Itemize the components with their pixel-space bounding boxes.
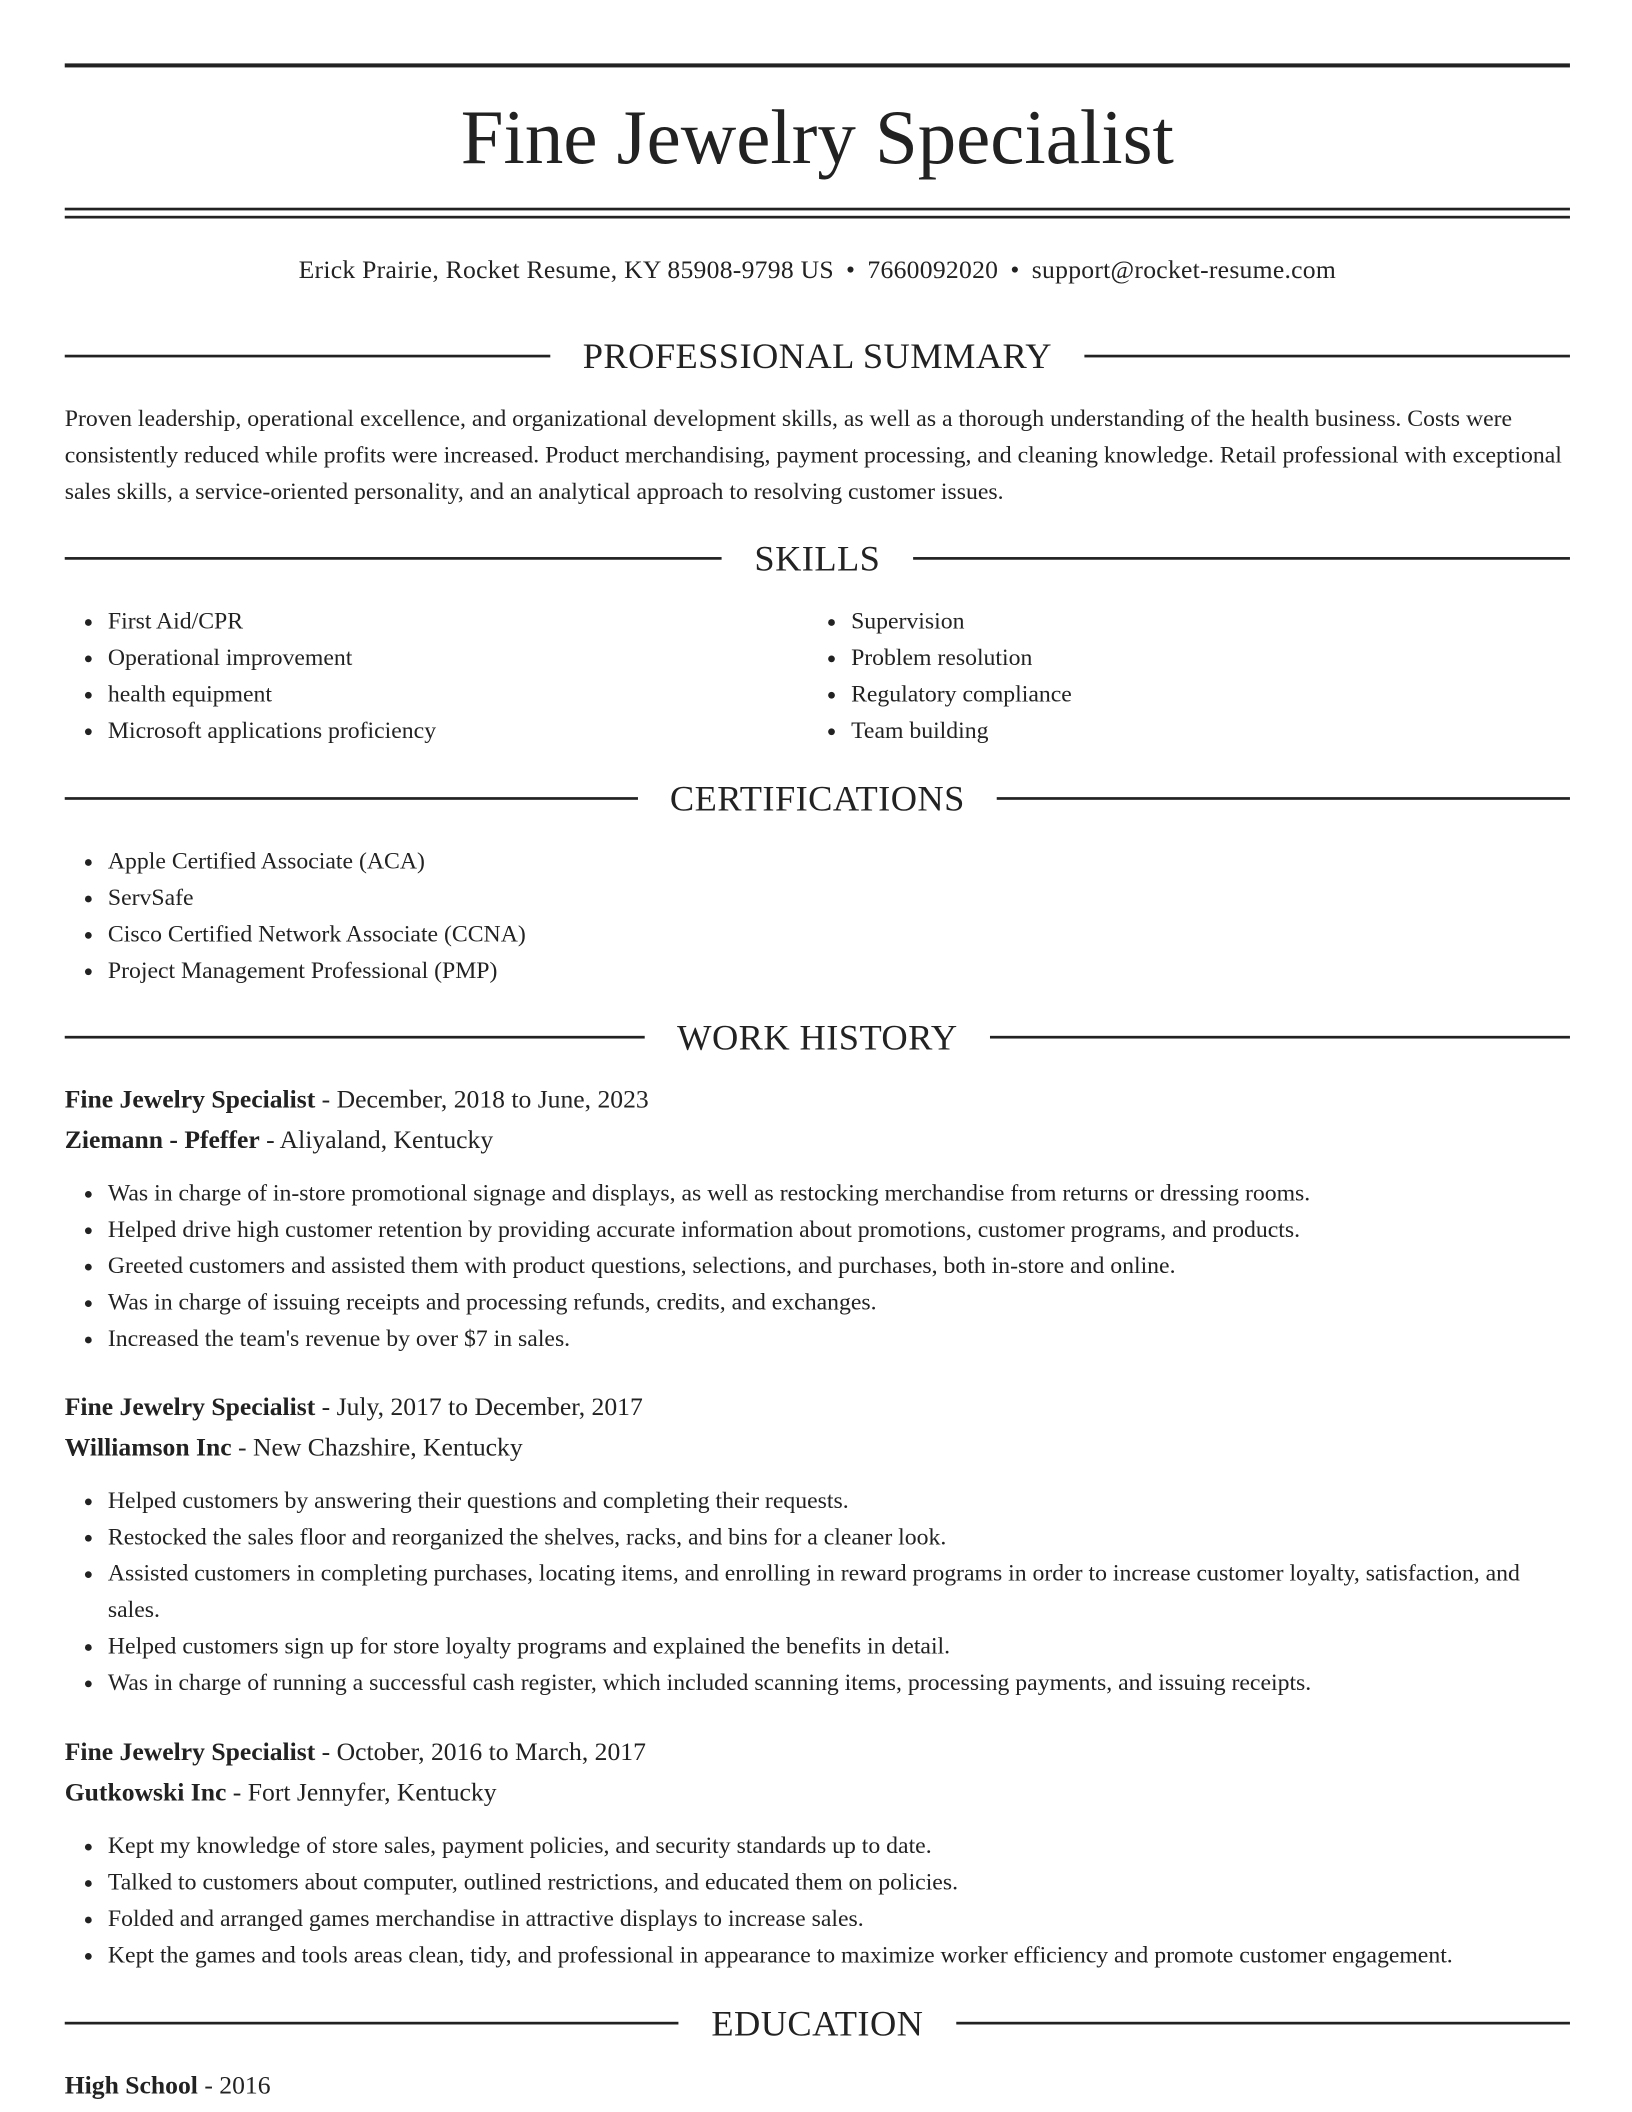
job-title-line <box>65 1735 1570 1773</box>
summary-text: Proven leadership, operational excellence, and organizational development skills, as well as a thorough understanding of the health business. Costs were consistently reduced while profits were increased. Product merchandising, payment processing, and cleaning knowledge. Retail professional with exceptional sales skills, a service-oriented personality, and an analytical approach to resolving customer issues. <box>64 404 1562 505</box>
job-duty: • Helped customers sign up for store loyalty programs and explained the benefits in detail. <box>108 1628 1570 1664</box>
contact-phone: 7660092020 <box>867 256 999 285</box>
job-duty: • Helped drive high customer retention by providing accurate information about promotions, customer programs, and products. <box>108 1211 1570 1247</box>
job-company: Gutkowski Inc <box>64 1779 227 1808</box>
heading-rule <box>913 557 1570 559</box>
section-heading-skills <box>65 534 1570 583</box>
skill-item: • Regulatory compliance <box>851 676 1551 712</box>
skill-item: • Problem resolution <box>851 639 1551 675</box>
certification-item: • ServSafe <box>108 879 1570 915</box>
section-heading-label: WORK HISTORY <box>677 1016 958 1058</box>
contact-address: Erick Prairie, Rocket Resume, KY 85908-9798 US <box>298 256 834 285</box>
job-company-line <box>65 1122 1570 1160</box>
job-duties <box>65 1828 1570 1974</box>
heading-rule <box>997 797 1570 799</box>
heading-rule <box>1084 355 1570 357</box>
certification-item: • Cisco Certified Network Associate (CCNA) <box>108 916 1570 952</box>
job-location: - Fort Jennyfer, Kentucky <box>226 1779 497 1808</box>
contact-line <box>65 254 1570 289</box>
section-heading-summary <box>65 332 1570 381</box>
skill-item: • Microsoft applications proficiency <box>108 712 808 748</box>
heading-rule <box>65 355 551 357</box>
section-heading-label: CERTIFICATIONS <box>669 778 965 819</box>
skills-column-right <box>808 603 1551 749</box>
contact-separator: • <box>1010 256 1020 285</box>
job-duty: • Folded and arranged games merchandise in attractive displays to increase sales. <box>108 1900 1570 1936</box>
contact-separator: • <box>846 256 856 285</box>
job-title: Fine Jewelry Specialist <box>64 1393 316 1422</box>
education-entry <box>65 2068 1570 2106</box>
job-duty: • Was in charge of in-store promotional signage and displays, as well as restocking merchandise from returns or dressing rooms. <box>108 1175 1570 1211</box>
job-duty: • Increased the team's revenue by over $7 in sales. <box>108 1320 1570 1356</box>
job-title: Fine Jewelry Specialist <box>64 1738 316 1767</box>
certification-item: • Project Management Professional (PMP) <box>108 952 1570 988</box>
heading-rule <box>956 2022 1570 2024</box>
job-duties <box>65 1482 1570 1700</box>
job-duty: • Was in charge of running a successful cash register, which included scanning items, processing payments, and issuing receipts. <box>108 1664 1570 1700</box>
skills-list <box>65 603 1570 749</box>
job-duty: • Kept my knowledge of store sales, payment policies, and security standards up to date. <box>108 1828 1570 1864</box>
job-dates: - December, 2018 to June, 2023 <box>315 1085 649 1115</box>
education-degree: High School <box>64 2071 198 2101</box>
top-rule <box>65 63 1570 67</box>
job-dates: - October, 2016 to March, 2017 <box>315 1738 646 1767</box>
job-location: - Aliyaland, Kentucky <box>259 1126 494 1155</box>
job-company-line <box>65 1430 1570 1468</box>
job-duty: • Kept the games and tools areas clean, tidy, and professional in appearance to maximize worker efficiency and promote customer engagement. <box>108 1937 1570 1973</box>
education-year: - 2016 <box>197 2071 271 2101</box>
skill-item: • Operational improvement <box>108 639 808 675</box>
job-company: Ziemann - Pfeffer <box>64 1126 260 1155</box>
name-rule-upper <box>65 208 1570 211</box>
job-duty: • Helped customers by answering their questions and completing their requests. <box>108 1482 1570 1518</box>
heading-rule <box>990 1036 1570 1038</box>
skill-item: • First Aid/CPR <box>108 603 808 639</box>
job-company: Williamson Inc <box>64 1433 232 1463</box>
job-title-line <box>65 1389 1570 1427</box>
job-company-line <box>65 1775 1570 1813</box>
job-duty: • Was in charge of issuing receipts and processing refunds, credits, and exchanges. <box>108 1284 1570 1320</box>
section-heading-label: SKILLS <box>754 538 881 579</box>
skill-item: • health equipment <box>108 676 808 712</box>
heading-rule <box>65 2022 679 2024</box>
certifications-list <box>65 843 1570 989</box>
heading-rule <box>65 1036 645 1038</box>
section-heading-work <box>65 1013 1570 1062</box>
name-rule-lower <box>65 216 1570 219</box>
job-title: Fine Jewelry Specialist <box>64 1085 316 1115</box>
skills-column-left <box>65 603 808 749</box>
job-duties <box>65 1175 1570 1357</box>
contact-email: support@rocket-resume.com <box>1031 256 1337 285</box>
job-duty: • Greeted customers and assisted them with product questions, selections, and purchases, both in-store and online. <box>108 1248 1570 1284</box>
job-entry <box>65 1735 1570 1974</box>
skill-item: • Team building <box>851 712 1551 748</box>
section-heading-label: EDUCATION <box>711 2002 924 2044</box>
section-heading-certifications <box>65 774 1570 823</box>
job-duty: • Talked to customers about computer, outlined restrictions, and educated them on policies. <box>108 1864 1570 1900</box>
job-title-line <box>65 1082 1570 1120</box>
job-duty: • Assisted customers in completing purchases, locating items, and enrolling in reward programs in order to increase customer loyalty, satisfaction, and sales. <box>108 1555 1570 1628</box>
job-dates: - July, 2017 to December, 2017 <box>315 1393 643 1422</box>
job-entry <box>65 1082 1570 1357</box>
heading-rule <box>65 797 638 799</box>
section-heading-label: PROFESSIONAL SUMMARY <box>582 335 1052 377</box>
resume-name: Fine Jewelry Specialist <box>460 95 1174 181</box>
job-duty: • Restocked the sales floor and reorganized the shelves, racks, and bins for a cleaner look. <box>108 1519 1570 1555</box>
heading-rule <box>65 557 722 559</box>
section-heading-education <box>65 1999 1570 2048</box>
job-entry <box>65 1389 1570 1701</box>
skill-item: • Supervision <box>851 603 1551 639</box>
certification-item: • Apple Certified Associate (ACA) <box>108 843 1570 879</box>
job-location: - New Chazshire, Kentucky <box>231 1433 523 1463</box>
